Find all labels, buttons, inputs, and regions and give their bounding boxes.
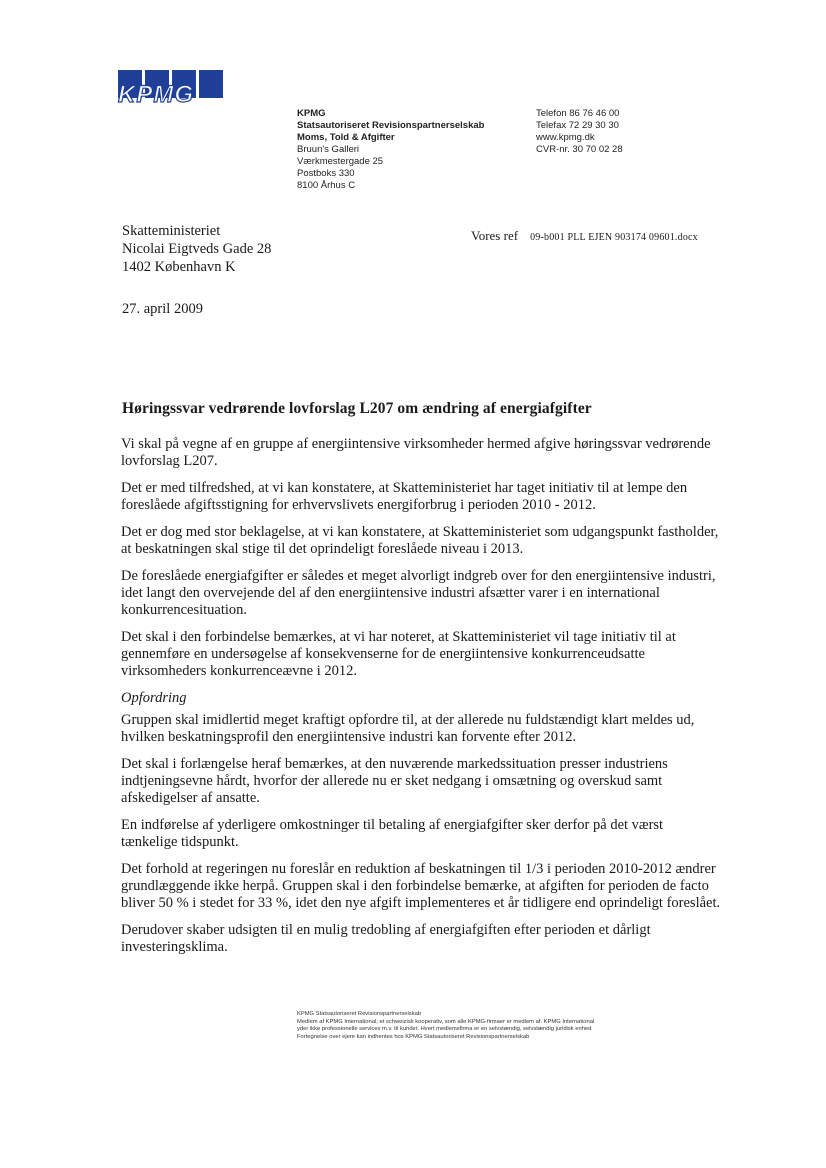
footer-line: Fortegnelse over ejere kan indhentes hos KPMG Statsautoriseret Revisionspartnerselskab [297, 1033, 530, 1040]
page-footer [297, 1011, 657, 1041]
reference [471, 228, 698, 244]
letter-subject: Høringssvar vedrørende lovforslag L207 om ændring af energiafgifter [122, 400, 592, 417]
body-paragraph: Derudover skaber udsigten til en mulig tredobling af energiafgiften efter perioden et dårligt investeringsklima. [121, 922, 651, 955]
firm-department: Moms, Told & Afgifter [297, 132, 395, 143]
address-line: Bruun's Galleri [297, 144, 360, 155]
kpmg-logo [118, 70, 226, 110]
letter-body [121, 436, 721, 966]
contact-fax: Telefax 72 29 30 30 [536, 120, 619, 131]
contact-cvr: CVR-nr. 30 70 02 28 [536, 144, 623, 155]
footer-line: KPMG Statsautoriseret Revisionspartnerselskab [297, 1011, 422, 1017]
firm-name: KPMG [297, 108, 326, 119]
body-paragraph: Vi skal på vegne af en gruppe af energiintensive virksomheder hermed afgive høringssvar vedrørende lovforslag L207. [121, 436, 711, 469]
body-paragraph: Det skal i forlængelse heraf bemærkes, at den nuværende markedssituation presser industriens indtjeningsevne hårdt, hvorfor der allerede nu er sket nedgang i omsætning og overskud samt afskedigelser af ansatte. [121, 756, 668, 806]
body-paragraph: De foreslåede energiafgifter er således et meget alvorligt indgreb over for den energiintensive industri, idet langt den overvejende del af den energiintensive industri afsætter varer i en international konkurrencesituation. [121, 568, 716, 618]
footer-line: Medlem af KPMG International, et schweizisk kooperativ, som alle KPMG-firmaer er medlem af. KPMG International [297, 1018, 595, 1025]
body-paragraph: Gruppen skal imidlertid meget kraftigt opfordre til, at der allerede nu fuldstændigt klart meldes ud, hvilken beskatningsprofil den energiintensive industri kan forvente efter 2012. [121, 712, 695, 745]
reference-value: 09-b001 PLL EJEN 903174 09601.docx [530, 232, 698, 243]
body-paragraph: Det er med tilfredshed, at vi kan konstatere, at Skatteministeriet har taget initiativ til at lempe den foreslåede afgiftsstigning for erhvervslivets energiforbrug i perioden 2010 - 2012. [121, 480, 688, 513]
reference-label: Vores ref [471, 228, 519, 243]
letterhead-firm [297, 108, 484, 192]
section-heading: Opfordring [121, 690, 187, 706]
firm-type: Statsautoriseret Revisionspartnerselskab [297, 120, 485, 131]
body-paragraph: Det skal i den forbindelse bemærkes, at vi har noteret, at Skatteministeriet vil tage initiativ til at gennemføre en undersøgelse af konsekvenserne for de energiintensive konkurrenceudsatte virksomheders konkurrenceævne i 2012. [121, 629, 676, 679]
logo-wordmark: KPMG [118, 81, 194, 108]
body-paragraph: Det er dog med stor beklagelse, at vi kan konstatere, at Skatteministeriet som udgangspunkt fastholder, at beskatningen skal stige til det oprindeligt foreslåede niveau i 2013. [121, 524, 719, 557]
address-line: Værkmestergade 25 [297, 156, 384, 167]
contact-phone: Telefon 86 76 46 00 [536, 108, 620, 119]
letterhead-contact [536, 108, 623, 156]
body-paragraph: En indførelse af yderligere omkostninger til betaling af energiafgifter sker derfor på det værst tænkelige tidspunkt. [121, 817, 664, 850]
address-line: Postboks 330 [297, 168, 355, 179]
recipient-line: Nicolai Eigtveds Gade 28 [122, 241, 272, 257]
recipient-line: 1402 København K [122, 259, 236, 275]
letter-date: 27. april 2009 [122, 301, 203, 317]
contact-website: www.kpmg.dk [536, 132, 595, 143]
recipient-line: Skatteministeriet [122, 223, 221, 239]
footer-line: yder ikke professionelle services m.v. til kunder. Hvert medlemsfirma er en selvstændig, selvstændig juridisk enhed [297, 1026, 592, 1033]
address-line: 8100 Århus C [297, 180, 356, 191]
body-paragraph: Det forhold at regeringen nu foreslår en reduktion af beskatningen til 1/3 i perioden 2010-2012 ændrer grundlæggende ikke herpå. Gruppen skal i den forbindelse bemærke, at afgiften for perioden de facto bliver 50 % i stedet for 33 %, idet den nye afgift implementeres et år tidligere end oprindeligt foreslået. [121, 861, 721, 911]
recipient-address [122, 222, 271, 276]
